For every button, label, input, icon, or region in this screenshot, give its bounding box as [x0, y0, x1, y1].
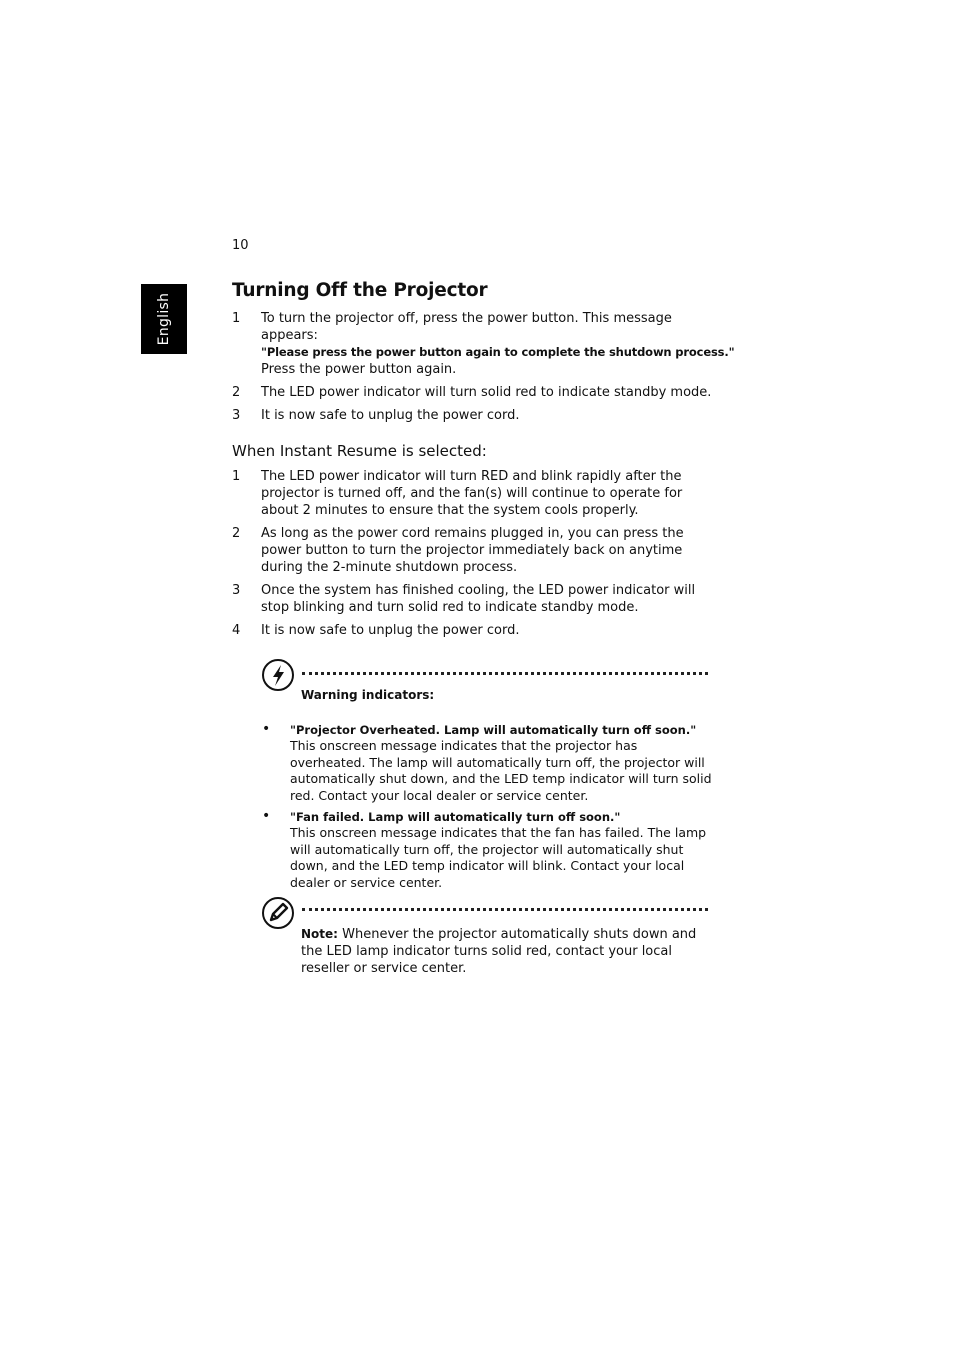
step-text: To turn the projector off, press the power button. This message appears:: [261, 311, 672, 343]
step-number: 3: [232, 408, 241, 423]
warning-heading: Warning indicators:: [301, 688, 435, 702]
step-number: 2: [232, 385, 241, 400]
step-text: It is now safe to unplug the power cord.: [261, 623, 520, 638]
step-followup-text: Press the power button again.: [261, 362, 457, 377]
step-number: 4: [232, 623, 241, 638]
warning-list: [262, 722, 712, 891]
step-text: The LED power indicator will turn solid red to indicate standby mode.: [261, 385, 712, 400]
page-number: 10: [232, 238, 249, 253]
shutdown-steps: [232, 310, 735, 424]
note-text: Whenever the projector automatically shuts down and the LED lamp indicator turns solid red, contact your local reseller or service center.: [301, 927, 697, 976]
list-item: [232, 622, 712, 639]
step-number: 3: [232, 583, 241, 598]
list-item: [262, 722, 712, 804]
list-item: [232, 384, 712, 401]
instant-resume-steps: [232, 468, 712, 639]
language-tab-label: English: [156, 292, 172, 346]
step-number: 1: [232, 311, 241, 326]
list-item: [232, 525, 712, 576]
shutdown-message-quote: "Please press the power button again to complete the shutdown process.": [261, 345, 735, 359]
list-item: [232, 407, 712, 424]
warning-message-title: "Projector Overheated. Lamp will automatically turn off soon.": [290, 723, 697, 737]
lightning-warning-icon: [262, 659, 294, 691]
step-text: As long as the power cord remains plugged in, you can press the power button to turn the projector immediately back on anytime during the 2-minute shutdown process.: [261, 526, 684, 575]
instant-resume-heading: When Instant Resume is selected:: [232, 442, 487, 460]
bullet: •: [262, 808, 271, 825]
step-text: The LED power indicator will turn RED and blink rapidly after the projector is turned off, and the fan(s) will continue to operate for about 2 minutes to ensure that the system cools properly.: [261, 469, 683, 518]
page-title: Turning Off the Projector: [232, 280, 488, 301]
language-tab: [141, 284, 187, 354]
list-item: [232, 582, 712, 616]
note-divider: [302, 908, 708, 911]
note-paragraph: [301, 926, 701, 977]
list-item: [232, 310, 735, 378]
step-number: 2: [232, 526, 241, 541]
step-number: 1: [232, 469, 241, 484]
note-label: Note:: [301, 927, 338, 941]
warning-divider: [302, 672, 708, 675]
bullet: •: [262, 721, 271, 737]
note-pencil-icon: [262, 897, 294, 929]
step-text: Once the system has finished cooling, the LED power indicator will stop blinking and turn solid red to indicate standby mode.: [261, 583, 696, 615]
warning-message-text: This onscreen message indicates that the fan has failed. The lamp will automatically turn off, the projector will automatically shut down, and the LED temp indicator will blink. Contact your local dealer or service center.: [290, 825, 707, 890]
warning-message-title: "Fan failed. Lamp will automatically turn off soon.": [290, 810, 621, 825]
step-text: It is now safe to unplug the power cord.: [261, 408, 520, 423]
warning-message-text: This onscreen message indicates that the projector has overheated. The lamp will automatically turn off, the projector will automatically shut down, and the LED temp indicator will turn solid red. Contact your local dealer or service center.: [290, 738, 712, 803]
list-item: [262, 809, 712, 891]
list-item: [232, 468, 712, 519]
